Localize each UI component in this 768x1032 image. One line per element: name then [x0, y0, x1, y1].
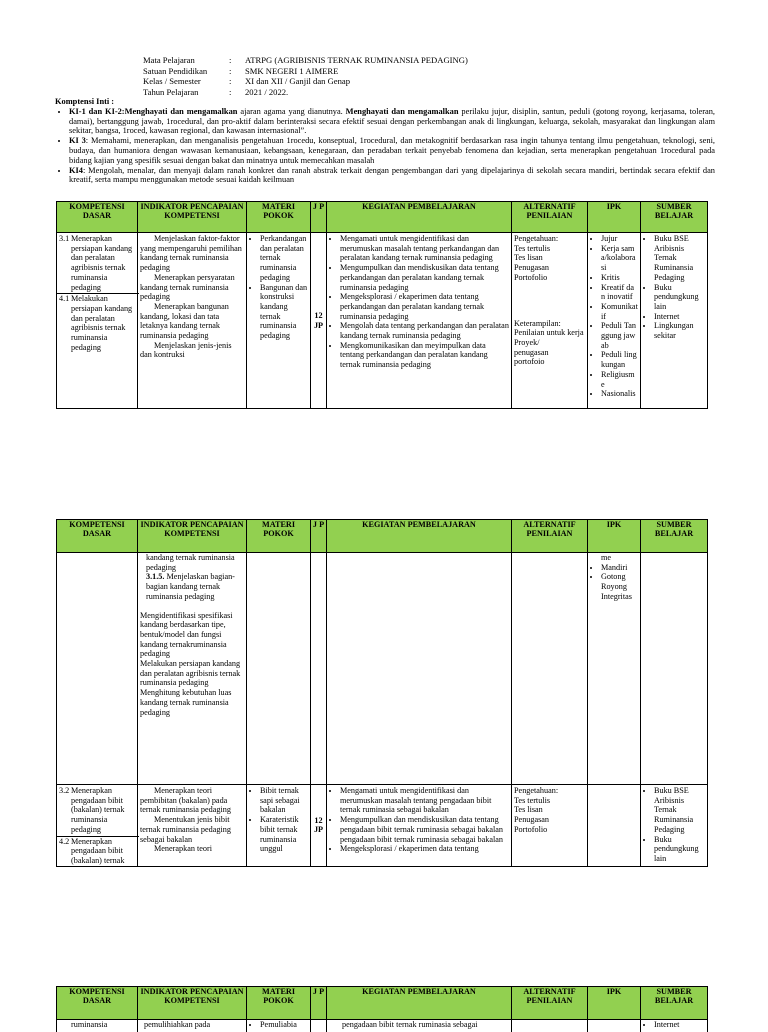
rpp-table-3	[56, 986, 708, 1032]
cell-indikator: kandang ternak ruminansia pedaging 3.1.5. Menjelaskan bagian-bagian kandang ternak ruminansia pedaging Mengidentifikasi spesifikasi kandang berdasarkan tipe, bentuk/model dan fungsi kandang ternakruminansia pedaging Melakukan persiapan kandang dan peralatan agribisnis ternak ruminansia pedaging Menghitung kebutuhan luas kandang ternak ruminansia pedaging	[138, 553, 247, 785]
list-item: • Buku BSE Aribisnis Ternak Ruminansia Pedaging	[654, 786, 705, 835]
cell-alternatif-penilaian	[512, 553, 588, 785]
table-header-row	[57, 987, 708, 1020]
document-info	[143, 55, 468, 97]
header-ipk: IPK	[588, 202, 641, 233]
list-item: • Nasionalis	[601, 389, 638, 399]
list-item: • Mengamati untuk mengidentifikasi dan merumuskan masalah tentang perkandangan dan peralatan kandang ternak ruminansia pedaging	[340, 234, 509, 263]
cell-ipk	[588, 233, 641, 409]
list-item: • Buku pendungkung lain	[654, 835, 705, 864]
cell-sumber-belajar	[641, 553, 708, 785]
cell-materi-pokok	[247, 785, 311, 867]
list-item: • Mengkomunikasikan dan meyimpulkan data tentang perkandangan dan peralatan kandang ternak ruminansia pedaging	[340, 341, 509, 370]
list-item: • Buku BSE Aribisnis Ternak Ruminansia Pedaging	[654, 234, 705, 283]
list-item: • Peduli lingkungan	[601, 350, 638, 369]
kd-item: 3.1 Menerapkan persiapan kandang dan peralatan agribisnis ternak ruminansia pedaging	[59, 234, 133, 292]
header-sumber-belajar: SUMBER BELAJAR	[641, 202, 708, 233]
info-row: Mata Pelajaran : ATRPG (AGRIBISNIS TERNAK RUMINANSIA PEDAGING)	[143, 55, 468, 65]
kompetensi-inti-title: Komptensi Inti :	[55, 97, 115, 106]
info-row: Satuan Pendidikan : SMK NEGERI 1 AIMERE	[143, 65, 339, 76]
cell-ipk	[588, 785, 641, 867]
list-item: • Mengolah data tentang perkandangan dan peralatan kandang ternak ruminansia pedaging	[340, 321, 509, 340]
cell-indikator: pemulihiahkan pada	[138, 1020, 247, 1032]
info-row: Kelas / Semester : XI dan XII / Ganjil dan Genap	[143, 76, 351, 87]
kd-item: 4.2 Menerapkan pengadaan bibit (bakalan) ternak	[57, 836, 139, 866]
cell-kegiatan	[327, 233, 512, 409]
list-item: • Mandiri	[601, 563, 638, 573]
header-materi-pokok: MATERI POKOK	[247, 202, 311, 233]
list-item: • Kerja sama/kolaborasi	[601, 244, 638, 273]
header-jp: J P	[311, 202, 327, 233]
header-materi-pokok: MATERI POKOK	[247, 987, 311, 1020]
cell-kompetensi-dasar: ruminansia	[57, 1020, 138, 1032]
header-kegiatan: KEGIATAN PEMBELAJARAN	[327, 520, 512, 553]
cell-sumber-belajar	[641, 785, 708, 867]
info-row: Tahun Pelajaran : 2021 / 2022.	[143, 86, 289, 97]
kompetensi-inti-list	[55, 107, 715, 185]
table-row	[57, 1020, 708, 1032]
cell-ipk	[588, 1020, 641, 1032]
cell-jp: 12 JP	[311, 233, 327, 409]
cell-jp	[311, 553, 327, 785]
cell-indikator: Menerapkan teori pembibitan (bakalan) pada ternak ruminansia pedaging Menentukan jenis bibit ternak ruminansia pedaging sebagai bakalan Menerapkan teori	[138, 785, 247, 867]
list-item: • Internet	[654, 312, 705, 322]
list-item: • Religiusme	[601, 370, 638, 389]
list-item: • Gotong Royong Integritas	[601, 572, 638, 601]
list-item: • Mengamati untuk mengidentifikasi dan merumuskan masalah tentang pengadaan bibit ternak ruminasia sebagai bakalan	[340, 786, 509, 815]
list-item: • Mengeksplorasi / ekaperimen data tentang	[340, 844, 509, 854]
list-item: • Lingkungan sekitar	[654, 321, 705, 340]
table-row	[57, 785, 708, 867]
cell-alternatif-penilaian: Pengetahuan: Tes tertulis Tes lisan Penugasan Portofolio Keterampilan: Penilaian untuk kerja Proyek/ penugasan portofoio	[512, 233, 588, 409]
list-item: • Bangunan dan konstruksi kandang ternak ruminansia pedaging	[260, 283, 308, 341]
cell-kegiatan	[327, 553, 512, 785]
kompetensi-inti	[55, 97, 715, 185]
table-row	[57, 553, 708, 785]
cell-materi-pokok	[247, 553, 311, 785]
header-indikator: INDIKATOR PENCAPAIAN KOMPETENSI	[138, 987, 247, 1020]
cell-kompetensi-dasar	[57, 553, 138, 785]
header-kegiatan: KEGIATAN PEMBELAJARAN	[327, 987, 512, 1020]
list-item: • Buku pendungkung lain	[654, 283, 705, 312]
cell-alternatif-penilaian	[512, 1020, 588, 1032]
list-item: • Pemuliabia	[260, 1020, 308, 1030]
ki-item: • KI 3: Memahami, menerapkan, dan menganalisis pengetahuan 1rocedu, konseptual, 1rocedural, dan metakognitif berdasarkan rasa ingin tahunya tentang ilmu pengetahuan, teknologi, seni, budaya, dan humaniora dengan wawasan kemanusiaan, kebangsaan, kenegaraan, dan peradaban terkait penyebab fenomena dan kejadian, serta menerapkan pengetahuan 1rocedural pada bidang kajian yang spesifik sesuai dengan bakat dan minatnya untuk memecahkan masalah	[69, 136, 715, 165]
list-item: • Kreatif dan inovatif	[601, 283, 638, 302]
header-jp: J P	[311, 987, 327, 1020]
ki-item: • KI-1 dan KI-2:Menghayati dan mengamalkan ajaran agama yang dianutnya. Menghayati dan mengamalkan perilaku jujur, disiplin, santun, peduli (gotong royong, kerjasama, toleran, damai), bertanggung jawab, 1rocedural, dan pro-aktif dalam berinteraksi secara efektif sesuai dengan perkembangan anak di lingkungan, keluarga, sekolah, masyarakat dan lingkungan alam sekitar, bangsa, 1roced, kawasan regional, dan kawasan internasional”.	[69, 107, 715, 136]
list-item: • Mengumpulkan dan mendiskusikan data tentang perkandangan dan peralatan kandang ternak ruminansia pedaging	[340, 263, 509, 292]
header-indikator: INDIKATOR PENCAPAIAN KOMPETENSI	[138, 202, 247, 233]
cell-kompetensi-dasar	[57, 233, 138, 409]
list-item: • Mengeksplorasi / ekaperimen data tentang perkandangan dan peralatan kandang ternak ruminansia pedaging	[340, 292, 509, 321]
list-item: • Internet	[654, 1020, 705, 1030]
cell-ipk: me • Mandiri • Gotong Royong Integritas	[588, 553, 641, 785]
cell-sumber-belajar	[641, 1020, 708, 1032]
header-sumber-belajar: SUMBER BELAJAR	[641, 520, 708, 553]
rpp-table-1	[56, 201, 708, 409]
list-item: • Jujur	[601, 234, 638, 244]
table-header-row	[57, 202, 708, 233]
cell-jp	[311, 1020, 327, 1032]
cell-kegiatan	[327, 785, 512, 867]
rpp-table-2	[56, 519, 708, 867]
header-jp: J P	[311, 520, 327, 553]
table-header-row	[57, 520, 708, 553]
header-alternatif-penilaian: ALTERNATIF PENILAIAN	[512, 987, 588, 1020]
header-indikator: INDIKATOR PENCAPAIAN KOMPETENSI	[138, 520, 247, 553]
cell-materi-pokok	[247, 233, 311, 409]
cell-materi-pokok	[247, 1020, 311, 1032]
list-item: • Komunikatif	[601, 302, 638, 321]
header-ipk: IPK	[588, 987, 641, 1020]
cell-indikator: Menjelaskan faktor-faktor yang mempengaruhi pemilihan kandang ternak ruminansia pedaging Menerapkan persyaratan kandang ternak ruminansia pedaging Menerapkan bangunan kandang, lokasi dan tata letaknya kandang ternak ruminansia pedaging Menjelaskan jenis-jenis dan kontruksi	[138, 233, 247, 409]
header-alternatif-penilaian: ALTERNATIF PENILAIAN	[512, 520, 588, 553]
kd-item: 3.2 Menerapkan pengadaan bibit (bakalan) ternak ruminansia pedaging	[59, 786, 125, 834]
cell-kegiatan: pengadaan bibit ternak ruminasia sebagai	[327, 1020, 512, 1032]
list-item: • Perkandangan dan peralatan ternak ruminansia pedaging	[260, 234, 308, 283]
list-item: • Peduli Tanggung jawab	[601, 321, 638, 350]
header-sumber-belajar: SUMBER BELAJAR	[641, 987, 708, 1020]
header-kompetensi-dasar: KOMPETENSI DASAR	[57, 987, 138, 1020]
kd-item: 4.1 Melakukan persiapan kandang dan peralatan agribisnis ternak ruminansia pedaging	[57, 293, 139, 352]
list-item: • Bibit ternak sapi sebagai bakalan	[260, 786, 308, 815]
cell-kompetensi-dasar	[57, 785, 138, 867]
ki-item: • KI4: Mengolah, menalar, dan menyaji dalam ranah konkret dan ranah abstrak terkait dengan pengembangan dari yang dipelajarinya di sekolah secara mandiri, bertindak secara efektif dan kreatif, serta mampu menggunakan metode sesuai kaidah keilmuan	[69, 166, 715, 186]
header-kompetensi-dasar: KOMPETENSI DASAR	[57, 202, 138, 233]
header-kegiatan: KEGIATAN PEMBELAJARAN	[327, 202, 512, 233]
header-ipk: IPK	[588, 520, 641, 553]
list-item: • Karateristik bibit ternak ruminansia unggul	[260, 815, 308, 854]
header-materi-pokok: MATERI POKOK	[247, 520, 311, 553]
table-row	[57, 233, 708, 409]
cell-alternatif-penilaian: Pengetahuan: Tes tertulis Tes lisan Penugasan Portofolio	[512, 785, 588, 867]
header-kompetensi-dasar: KOMPETENSI DASAR	[57, 520, 138, 553]
header-alternatif-penilaian: ALTERNATIF PENILAIAN	[512, 202, 588, 233]
list-item: • Mengumpulkan dan mendiskusikan data tentang pengadaan bibit ternak ruminasia sebagai bakalan pengadaan bibit ternak ruminasia sebagai bakalan	[340, 815, 509, 844]
list-item: • Kritis	[601, 273, 638, 283]
cell-jp: 12 JP	[311, 785, 327, 867]
cell-sumber-belajar	[641, 233, 708, 409]
